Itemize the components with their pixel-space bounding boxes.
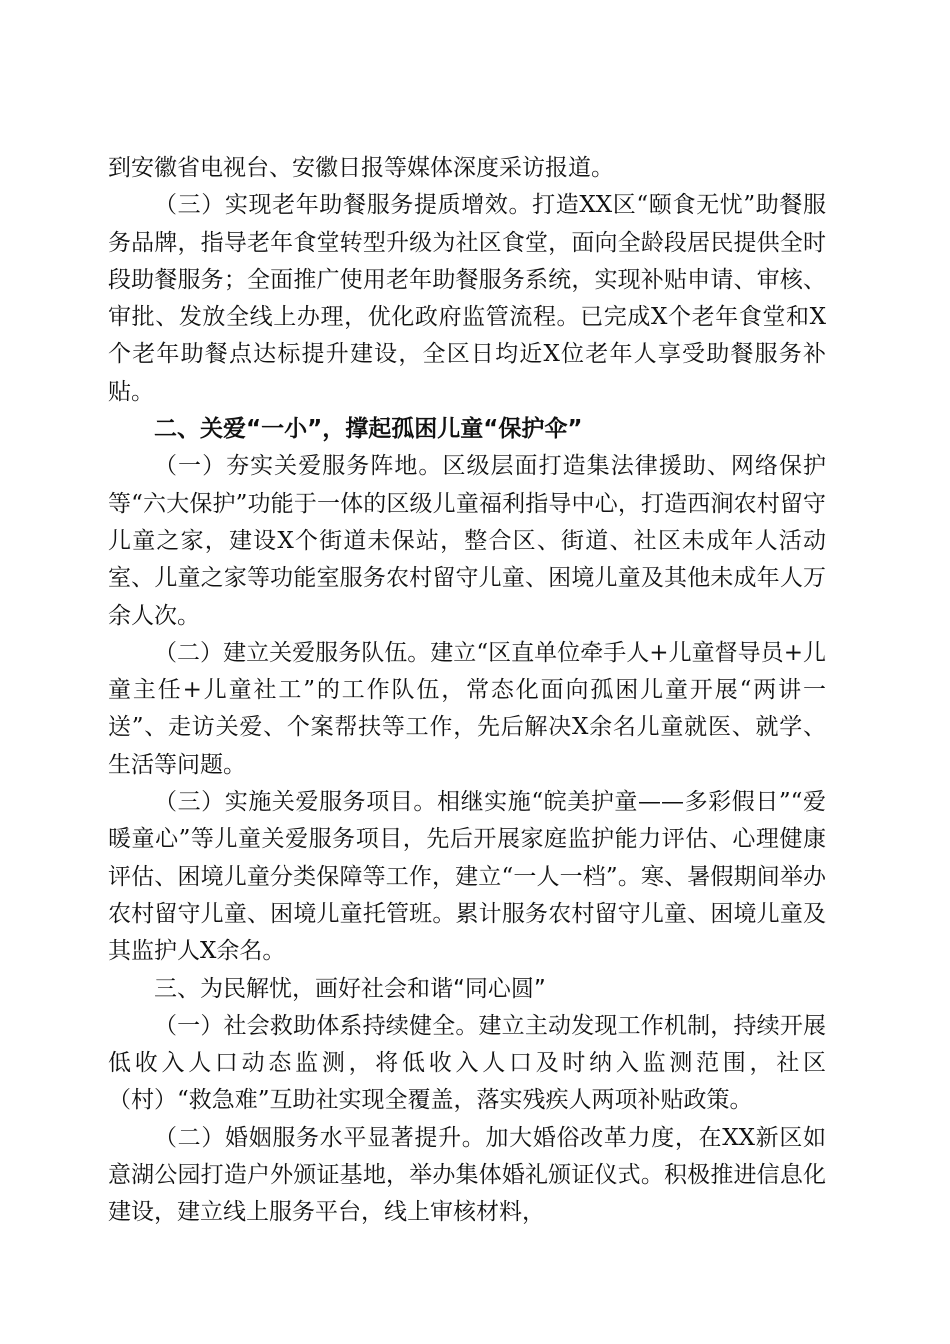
section-heading-social-harmony: 三、为民解忧，画好社会和谐“同心圆” (154, 975, 546, 1002)
paragraph-elderly-meal-service: （三）实现老年助餐服务提质增效。打造XX区“颐食无忧”助餐服务品牌，指导老年食堂转型升级为社区食堂，面向全龄段居民提供全时段助餐服务；全面推广使用老年助餐服务系统，实现补贴申请、审核、审批、发放全线上办理，优化政府监管流程。已完成X个老年食堂和X个老年助餐点达标提升建设，全区日均近X位老年人享受助餐服务补贴。 (108, 192, 826, 405)
paragraph-social-assistance: （一）社会救助体系持续健全。建立主动发现工作机制，持续开展低收入人口动态监测，将低收入人口及时纳入监测范围，社区（村）“救急难”互助社实现全覆盖，落实残疾人两项补贴政策。 (108, 1012, 826, 1114)
paragraph-care-service-team: （二）建立关爱服务队伍。建立“区直单位牵手人+儿童督导员+儿童主任+儿童社工”的工作队伍，常态化面向孤困儿童开展“两讲一送”、走访关爱、个案帮扶等工作，先后解决X余名儿童就医、就学、生活等问题。 (108, 639, 826, 778)
document-body (108, 150, 826, 1232)
paragraph-marriage-service: （二）婚姻服务水平显著提升。加大婚俗改革力度，在XX新区如意湖公园打造户外颁证基地，举办集体婚礼颁证仪式。积极推进信息化建设，建立线上服务平台，线上审核材料， (108, 1124, 826, 1226)
paragraph-continuation: 到安徽省电视台、安徽日报等媒体深度采访报道。 (108, 155, 614, 181)
section-heading-children-care: 二、关爱“一小”，撑起孤困儿童“保护伞” (154, 416, 583, 443)
paragraph-care-service-projects: （三）实施关爱服务项目。相继实施“皖美护童——多彩假日”“爱暖童心”等儿童关爱服务项目，先后开展家庭监护能力评估、心理健康评估、困境儿童分类保障等工作，建立“一人一档”。寒、暑假期间举办农村留守儿童、困境儿童托管班。累计服务农村留守儿童、困境儿童及其监护人X余名。 (108, 789, 826, 965)
paragraph-care-service-base: （一）夯实关爱服务阵地。区级层面打造集法律援助、网络保护等“六大保护”功能于一体的区级儿童福利指导中心，打造西涧农村留守儿童之家，建设X个街道未保站，整合区、街道、社区未成年人活动室、儿童之家等功能室服务农村留守儿童、困境儿童及其他未成年人万余人次。 (108, 453, 826, 629)
